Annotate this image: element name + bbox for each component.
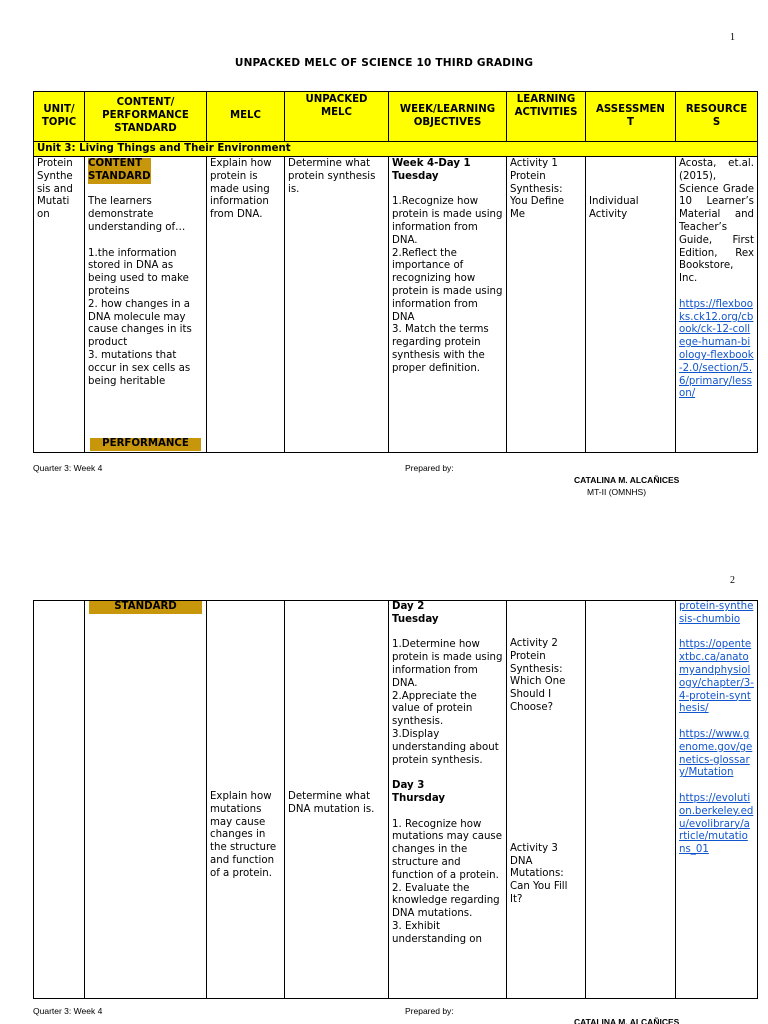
- document-title: UNPACKED MELC OF SCIENCE 10 THIRD GRADING: [234, 57, 534, 69]
- objective-item: 3. Exhibit understanding on: [392, 920, 482, 945]
- objective-item: 3.Display understanding about protein synthesis.: [392, 728, 499, 766]
- day-heading: Day 3 Thursday: [392, 780, 446, 804]
- resource-link[interactable]: protein-synthesis-chumbio: [679, 601, 754, 625]
- unit-row: [34, 142, 758, 157]
- resources-cell: [676, 157, 758, 453]
- header-unpacked-melc: UNPACKED MELC: [285, 92, 389, 142]
- header-unit-topic: UNIT/ TOPIC: [34, 92, 85, 142]
- content-item: 3. mutations that occur in sex cells as being heritable: [88, 349, 191, 387]
- footer-author-name: CATALINA M. ALCAÑICES: [574, 475, 680, 485]
- footer-author-name: CATALINA M. ALCAÑICES: [574, 1017, 680, 1024]
- objective-item: 1.Determine how protein is made using information from DNA.: [392, 639, 503, 689]
- objectives-cell: [389, 157, 507, 453]
- resource-link[interactable]: https://evolution.berkeley.edu/evolibrary/article/mutations_01: [679, 792, 754, 856]
- content-standard-label: CONTENT STANDARD: [88, 158, 151, 182]
- footer-prepared-by: Prepared by:: [405, 1006, 454, 1016]
- footer-prepared-by: Prepared by:: [405, 463, 454, 473]
- content-item: 2. how changes in a DNA molecule may cause changes in its product: [88, 298, 192, 349]
- assessment-cell: [586, 601, 676, 999]
- resource-citation: Acosta, et.al. (2015), Science Grade 10 Learner’s Material and Teacher’s Guide, First Edition, Rex Bookstore, Inc.: [679, 158, 754, 285]
- content-intro: The learners demonstrate understanding of…: [88, 196, 186, 233]
- header-melc: MELC: [207, 92, 285, 142]
- topic-cell: [34, 601, 85, 999]
- objective-item: 2.Appreciate the value of protein synthesis.: [392, 690, 477, 728]
- unpacked-text: Determine what DNA mutation is.: [288, 791, 375, 815]
- resource-link[interactable]: https://opentextbc.ca/anatomyandphysiology/chapter/3-4-protein-synthesis/: [679, 639, 754, 715]
- page-number: 2: [730, 575, 735, 586]
- learning-activity-cell: Activity 1 Protein Synthesis: You Define Me: [507, 157, 586, 453]
- footer-quarter-week: Quarter 3: Week 4: [33, 1006, 103, 1016]
- content-standard-cell: [85, 157, 207, 453]
- melc-table-page1: [33, 91, 758, 453]
- unpacked-melc-cell: Determine what protein synthesis is.: [285, 157, 389, 453]
- objective-item: 2.Reflect the importance of recognizing how protein is made using information from DNA: [392, 247, 503, 323]
- objective-item: 1. Recognize how mutations may cause changes in the structure and function of a protein.: [392, 818, 502, 881]
- header-week-objectives: WEEK/LEARNING OBJECTIVES: [389, 92, 507, 142]
- activity-item: Activity 2 Protein Synthesis: Which One Should I Choose?: [510, 638, 566, 713]
- table-row: [34, 157, 758, 453]
- melc-cell: Explain how protein is made using information from DNA.: [207, 157, 285, 453]
- header-assessment: ASSESSMEN T: [586, 92, 676, 142]
- header-content-standard: CONTENT/ PERFORMANCE STANDARD: [85, 92, 207, 142]
- table-row: [34, 601, 758, 999]
- header-row: [34, 92, 758, 142]
- performance-label: PERFORMANCE: [90, 438, 201, 451]
- assessment-cell: [586, 157, 676, 453]
- melc-cell: [207, 601, 285, 999]
- topic-cell: Protein Synthe sis and Mutati on: [34, 157, 85, 453]
- unpacked-melc-cell: [285, 601, 389, 999]
- day-heading: Day 2 Tuesday: [392, 601, 439, 625]
- resource-link[interactable]: https://flexbooks.ck12.org/cbook/ck-12-college-human-biology-flexbook-2.0/section/5.6/primary/lesson/: [679, 298, 754, 400]
- resources-cell: [676, 601, 758, 999]
- melc-table-page2: [33, 600, 758, 999]
- objectives-cell: [389, 601, 507, 999]
- header-resources: RESOURCE S: [676, 92, 758, 142]
- standard-label: STANDARD: [89, 601, 202, 614]
- learning-activity-cell: [507, 601, 586, 999]
- content-standard-cell: [85, 601, 207, 999]
- footer-quarter-week: Quarter 3: Week 4: [33, 463, 103, 473]
- page-number: 1: [730, 32, 735, 43]
- assessment-text: Individual Activity: [589, 196, 639, 220]
- header-learning-activities: LEARNING ACTIVITIES: [507, 92, 586, 142]
- footer-author-position: MT-II (OMNHS): [587, 487, 647, 497]
- objective-item: 3. Match the terms regarding protein synthesis with the proper definition.: [392, 324, 489, 374]
- content-item: 1.the information stored in DNA as being used to make proteins: [88, 247, 189, 297]
- melc-text: Explain how mutations may cause changes in the structure and function of a protein.: [210, 791, 277, 879]
- activity-item: Activity 3 DNA Mutations: Can You Fill It?: [510, 842, 568, 905]
- objective-item: 2. Evaluate the knowledge regarding DNA mutations.: [392, 882, 500, 920]
- objective-item: 1.Recognize how protein is made using information from DNA.: [392, 196, 503, 246]
- week-heading: Week 4-Day 1 Tuesday: [392, 158, 471, 182]
- unit-title: Unit 3: Living Things and Their Environment: [34, 142, 758, 157]
- resource-link[interactable]: https://www.genome.gov/genetics-glossary/Mutation: [679, 728, 753, 779]
